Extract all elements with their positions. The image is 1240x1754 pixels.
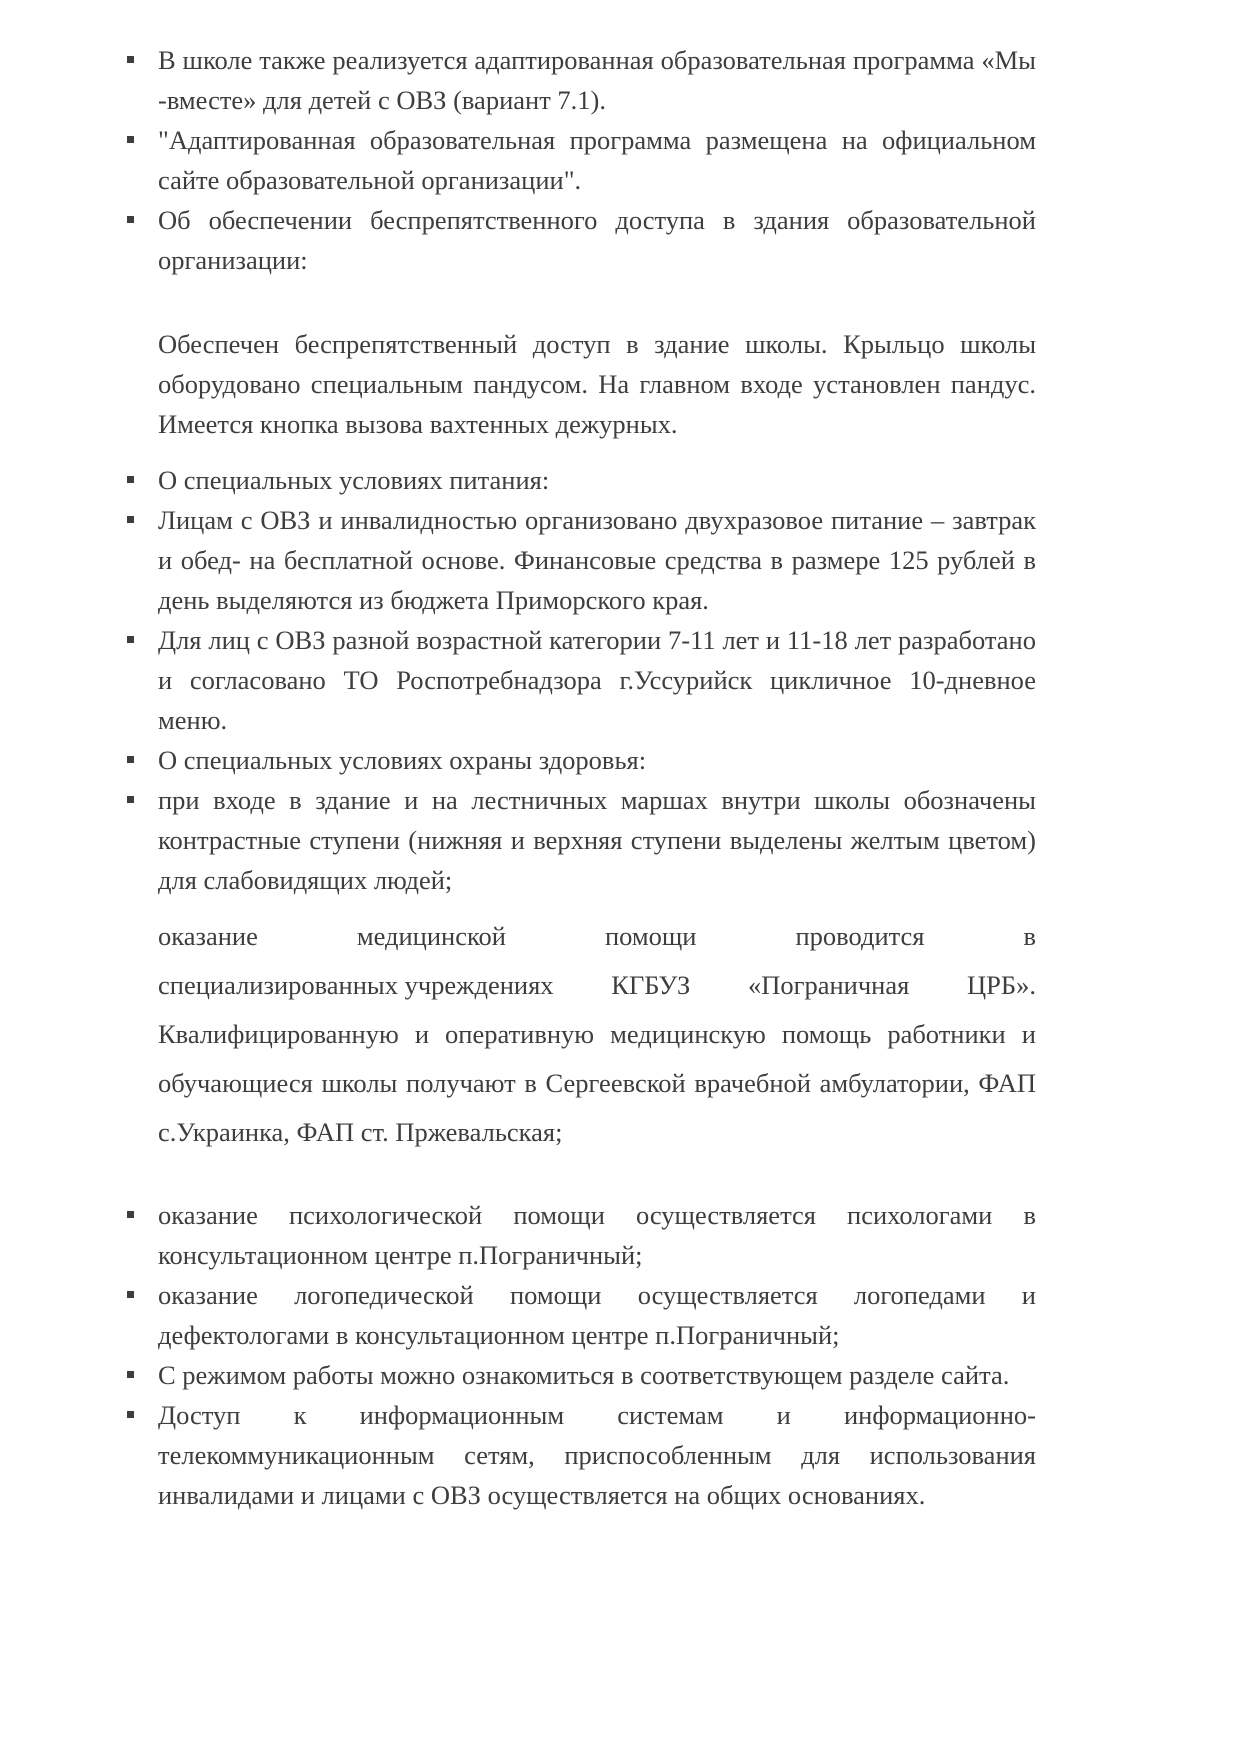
paragraph-line: с.Украинка, ФАП ст. Пржевальская; xyxy=(158,1117,563,1147)
list-item xyxy=(127,1395,1036,1515)
list-item xyxy=(127,200,1036,280)
list-item-text: О специальных условиях питания: xyxy=(158,465,550,495)
bullet-icon xyxy=(127,40,158,63)
bullet-icon xyxy=(127,1355,158,1378)
text-span: помощи xyxy=(604,921,697,951)
list-item-text: оказание психологической помощи осуществляется психологами в консультационном центре п.Пограничный; xyxy=(158,1200,1036,1270)
text-span: оказание xyxy=(158,921,258,951)
list-item xyxy=(127,620,1036,740)
text-span: амбулатории, xyxy=(819,1068,970,1098)
text-span: КГБУЗ xyxy=(611,970,691,1000)
text-span: ФАП xyxy=(978,1068,1036,1098)
text-span: врачебной xyxy=(694,1068,811,1098)
text-span: обучающиеся xyxy=(158,1068,313,1098)
list-item xyxy=(127,40,1036,120)
list-item-text: при входе в здание и на лестничных маршах внутри школы обозначены контрастные ступени (нижняя и верхняя ступени выделены желтым цветом) для слабовидящих людей; xyxy=(158,785,1036,895)
list-item-text: Об обеспечении беспрепятственного доступа в здания образовательной организации: xyxy=(158,205,1036,275)
text-span: ЦРБ». xyxy=(967,970,1036,1000)
text-span: Квалифицированную xyxy=(158,1019,399,1049)
list-item xyxy=(127,460,1036,500)
paragraph-building-access: Обеспечен беспрепятственный доступ в здание школы. Крыльцо школы оборудовано специальным пандусом. На главном входе установлен пандус. Имеется кнопка вызова вахтенных дежурных. xyxy=(158,329,1036,439)
text-span: Сергеевской xyxy=(545,1068,686,1098)
text-span: и xyxy=(1021,1019,1036,1049)
bullet-icon xyxy=(127,620,158,643)
text-span: помощь xyxy=(781,1019,872,1049)
paragraph-medical-care xyxy=(158,912,1036,1157)
list-item xyxy=(127,1195,1036,1275)
text-span: в xyxy=(1023,921,1036,951)
list-item-text: Доступ к информационным системам и информационно-телекоммуникационным сетям, приспособленным для использования инвалидами и лицами с ОВЗ осуществляется на общих основаниях. xyxy=(158,1400,1036,1510)
paragraph-line xyxy=(158,1059,1036,1108)
list-item-text: В школе также реализуется адаптированная образовательная программа «Мы -вместе» для детей с ОВЗ (вариант 7.1). xyxy=(158,45,1036,115)
list-item-text: Лицам с ОВЗ и инвалидностью организовано двухразовое питание – завтрак и обед- на бесплатной основе. Финансовые средства в размере 125 рублей в день выделяются из бюджета Приморского края. xyxy=(158,505,1036,615)
list-item-text: оказание логопедической помощи осуществляется логопедами и дефектологами в консультационном центре п.Пограничный; xyxy=(158,1280,1036,1350)
list-item-text: О специальных условиях охраны здоровья: xyxy=(158,745,647,775)
text-span: медицинскую xyxy=(610,1019,766,1049)
bullet-icon xyxy=(127,460,158,483)
list-item xyxy=(127,500,1036,620)
bullet-icon xyxy=(127,780,158,803)
text-span: работники xyxy=(887,1019,1006,1049)
text-span: получают xyxy=(406,1068,516,1098)
list-item xyxy=(127,1275,1036,1355)
bullet-icon xyxy=(127,1195,158,1218)
list-item xyxy=(127,1355,1036,1395)
bullet-icon xyxy=(127,200,158,223)
text-span: школы xyxy=(321,1068,398,1098)
list-item xyxy=(127,120,1036,200)
list-item xyxy=(127,740,1036,780)
paragraph-line xyxy=(158,961,1036,1010)
bullet-icon xyxy=(127,500,158,523)
bullet-icon xyxy=(127,1275,158,1298)
list-item-text: Для лиц с ОВЗ разной возрастной категории 7-11 лет и 11-18 лет разработано и согласовано ТО Роспотребнадзора г.Уссурийск цикличное 10-дневное меню. xyxy=(158,625,1036,735)
bullet-icon xyxy=(127,740,158,763)
text-span: специализированных учреждениях xyxy=(158,970,554,1000)
text-span: оперативную xyxy=(445,1019,595,1049)
list-item-text: С режимом работы можно ознакомиться в соответствующем разделе сайта. xyxy=(158,1360,1010,1390)
list-item xyxy=(127,780,1036,900)
text-span: и xyxy=(414,1019,430,1049)
paragraph-line xyxy=(158,912,1036,961)
text-span: проводится xyxy=(795,921,925,951)
bullet-icon xyxy=(127,120,158,143)
text-span: медицинской xyxy=(356,921,506,951)
bullet-icon xyxy=(127,1395,158,1418)
paragraph-line xyxy=(158,1010,1036,1059)
text-span: «Пограничная xyxy=(747,970,910,1000)
text-span: в xyxy=(524,1068,537,1098)
list-item-text: "Адаптированная образовательная программа размещена на официальном сайте образовательной организации". xyxy=(158,125,1036,195)
